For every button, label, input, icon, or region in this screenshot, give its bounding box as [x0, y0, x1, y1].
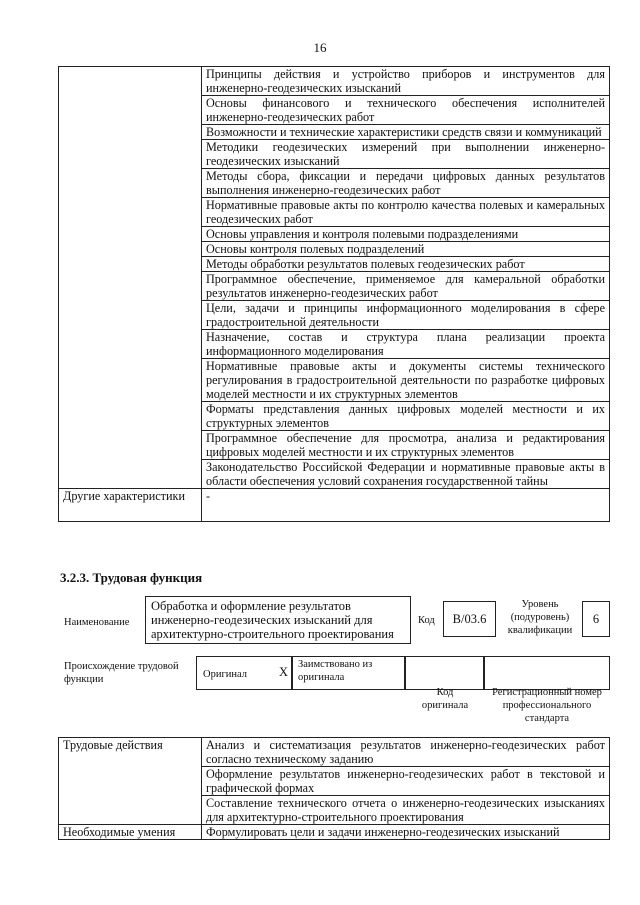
other-characteristics-value: - — [202, 489, 610, 522]
knowledge-table — [58, 66, 610, 522]
knowledge-item: Нормативные правовые акты по контролю качества полевых и камеральных геодезических работ — [202, 198, 610, 227]
code-label: Код — [418, 615, 435, 626]
knowledge-item: Форматы представления данных цифровых моделей местности и их структурных элементов — [202, 402, 610, 431]
name-value: Обработка и оформление результатов инженерно-геодезических изысканий для архитектурно-строительного проектирования — [151, 599, 394, 641]
knowledge-item: Возможности и технические характеристики средств связи и коммуникаций — [202, 125, 610, 140]
table-row-other — [59, 489, 610, 522]
table-row — [59, 67, 610, 96]
skills-label: Необходимые умения — [59, 825, 202, 840]
label-cell-empty — [59, 67, 202, 489]
knowledge-item: Основы финансового и технического обеспечения исполнителей инженерно-геодезических работ — [202, 96, 610, 125]
action-item: Составление технического отчета о инженерно-геодезических изысканиях для архитектурно-строительного проектирования — [202, 796, 610, 825]
original-label: Оригинал — [203, 669, 247, 680]
borrowed-label: Заимствовано из оригинала — [298, 659, 373, 683]
action-item: Оформление результатов инженерно-геодезических работ в текстовой и графической формах — [202, 767, 610, 796]
actions-label: Трудовые действия — [59, 738, 202, 825]
knowledge-item: Программное обеспечение для просмотра, анализа и редактирования цифровых моделей местности и их структурных элементов — [202, 431, 610, 460]
table-row — [59, 825, 610, 840]
table-row — [59, 738, 610, 767]
knowledge-item: Назначение, состав и структура плана реализации проекта информационного моделирования — [202, 330, 610, 359]
other-characteristics-label: Другие характеристики — [59, 489, 202, 522]
action-item: Анализ и систематизация результатов инженерно-геодезических работ согласно техническому заданию — [202, 738, 610, 767]
code-value: B/03.6 — [452, 612, 487, 626]
knowledge-item: Основы контроля полевых подразделений — [202, 242, 610, 257]
origin-code-box — [405, 656, 484, 690]
reg-number-box — [484, 656, 610, 690]
section-heading: 3.2.3. Трудовая функция — [60, 570, 203, 585]
code-caption: Код оригинала — [421, 687, 469, 711]
name-label: Наименование — [64, 617, 130, 628]
page-number: 16 — [313, 40, 327, 55]
knowledge-item: Основы управления и контроля полевыми подразделениями — [202, 227, 610, 242]
skill-item: Формулировать цели и задачи инженерно-геодезических изысканий — [202, 825, 610, 840]
knowledge-item: Законодательство Российской Федерации и нормативные правовые акты в области обеспечения условий сохранения государственной тайны — [202, 460, 610, 489]
reg-caption: Регистрационный номер профессионального стандарта — [492, 687, 602, 724]
origin-label: Происхождение трудовой функции — [64, 661, 179, 685]
actions-table — [58, 737, 610, 840]
knowledge-item: Принципы действия и устройство приборов и инструментов для инженерно-геодезических изысканий — [202, 67, 610, 96]
knowledge-item: Цели, задачи и принципы информационного моделирования в сфере градостроительной деятельности — [202, 301, 610, 330]
original-mark: X — [279, 665, 289, 679]
knowledge-item: Методы сбора, фиксации и передачи цифровых данных результатов выполнения инженерно-геодезических работ — [202, 169, 610, 198]
knowledge-item: Программное обеспечение, применяемое для камеральной обработки результатов инженерно-геодезических работ — [202, 272, 610, 301]
knowledge-item: Нормативные правовые акты и документы системы технического регулирования в градостроительной деятельности по разработке цифровых моделей местности и их структурных элементов — [202, 359, 610, 402]
level-label: Уровень (подуровень) квалификации — [507, 599, 573, 636]
knowledge-item: Методики геодезических измерений при выполнении инженерно-геодезических изысканий — [202, 140, 610, 169]
knowledge-item: Методы обработки результатов полевых геодезических работ — [202, 257, 610, 272]
level-value: 6 — [592, 612, 600, 626]
